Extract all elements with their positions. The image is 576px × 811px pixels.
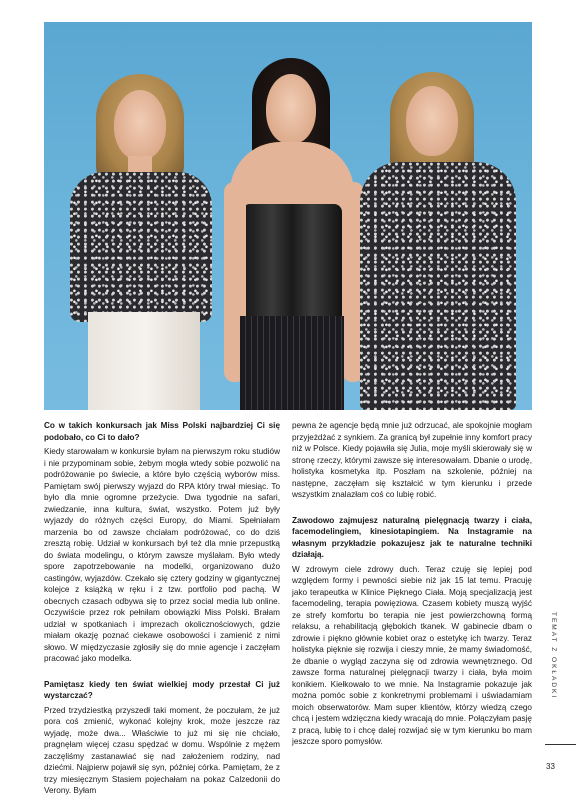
article-column-left bbox=[44, 420, 280, 811]
answer-miss-polski: Kiedy starowałam w konkursie byłam na pierwszym roku studiów i nie przypominam sobie, żebym mogła wtedy sobie pozwolić na podróżowanie po świecie, a które było częścią wyborów miss. Pamiętam swój pierwszy wyjazd do RPA który trwał miesiąc. To było dla mnie ogromne przeżycie. Dwa tygodnie na safari, zwiedzanie, inna kultura, świat, wszystko. Potem już były wyjazdy do różnych części Europy, do Miami. Spełniałam marzenia bo od zawsze chciałam podróżować, co do dziś zresztą robię. Udział w konkursach był też dla mnie przepustką do świata modelingu, o którym zawsze myślałam. Było wtedy spore zapotrzebowanie na modelki, organizowano dużo castingów, wyjazdów. Czekało się cztery godziny w gigantycznej kolejce z książką w ręku i z tzw. portfolio pod pachą. W obecnych czasach odbywa się to przez social media lub online. Oczywiście przez rok pełniłam obowiązki Miss Polski. Brałam udział w spotkaniach i imprezach okolicznościowych, gdzie miałam okazję poznać ciekawe osobowości i zamienić z nimi słowo. W międzyczasie zgłosiły się do mnie agencje i zaczęłam pracować jako modelka. bbox=[44, 447, 280, 663]
right-woman-sequin-top bbox=[360, 162, 516, 410]
article-column-right bbox=[292, 420, 532, 762]
answer-fashion-world: Przed trzydziestką przyszedł taki moment, że poczułam, że już pora coś zmienić, wykonać kolejny krok, może jeszcze raz wyjadę, może dwa... Właściwie to już mi się nie chciało, pragnęłam więcej czasu spędzać w domu. Wspólnie z mężem zaczęliśmy zastanawiać się nad założeniem rodziny, nad dziećmi. Najpierw pojawił się syn, później córka. Pamiętam, że z trzy miesięcznym Stasiem pojechałam na pokaz Calzedonii do Verony. Byłam bbox=[44, 705, 280, 795]
left-woman-face bbox=[114, 90, 166, 160]
page-number: 33 bbox=[546, 762, 555, 771]
left-woman-sequin-top bbox=[70, 172, 212, 322]
cover-photo bbox=[44, 22, 532, 410]
question-miss-polski: Co w takich konkursach jak Miss Polski najbardziej Ci się podobało, co Ci to dało? bbox=[44, 421, 280, 442]
question-natural-care: Zawodowo zajmujesz naturalną pielęgnacją twarzy i ciała, facemodelingiem, kinesiotapingiem. Na Instagramie na własnym przykładzie pokazujesz jak te naturalne techniki działają. bbox=[292, 515, 532, 559]
right-woman-face bbox=[406, 86, 458, 156]
center-woman-corset bbox=[242, 204, 342, 322]
section-label: TEMAT Z OKŁADKI bbox=[550, 612, 557, 700]
answer-fashion-world-continued: pewna że agencje będą mnie już odrzucać, ale spokojnie mogłam przyjeżdżać z synkiem. Za granicą był zupełnie inny komfort pracy niż w Polsce. Kiedy pojawiła się Julia, moje myśli skierowały się w stronę rzeczy, którymi zawsze się interesowałam. Dbanie o urodę, holistyka kosmetyka itp. Poszłam na szkolenie, później na następne, zaczęłam się kształcić w tym kierunku i przede wszystkim znalazłam coś co lubię robić. bbox=[292, 421, 532, 499]
center-woman-face bbox=[266, 74, 316, 144]
answer-natural-care: W zdrowym ciele zdrowy duch. Teraz czuję się lepiej pod względem formy i pewności siebie niż jak 15 lat temu. Pracuję jako terapeutka w Klinice Pięknego Ciała. Moją specjalizacją jest facemodeling, terapia powięziowa. Czasem kobiety muszą wyjść ze strefy komfortu bo terapia nie jest powierzchowną formą relaksu, a rehabilitacją głębokich tkanek. W gabinecie dbam o zdrowie i piękno głównie kobiet oraz o estetykę ich twarzy. Teraz holistyka pięknie się rozwija i cieszy mnie, że mamy świadomość, że dbanie o wygląd zaczyna się od zdrowia wewnętrznego. Od zawsze forma naturalnej pielęgnacji twarzy i ciała, była moim konikiem. Kiełkowało to we mnie. Na Instagramie pokazuje jak można pomóc sobie z konkretnymi problemami i uświadamiam moich obserwatorów. Mam super klientów, którzy wiedzą czego chcą i jestem wdzięczna kiedy wracają do mnie. Połączyłam pasję z pracą, lubię to i chcę dalej rozwijać się w tym kierunku bo mam jeszcze sporo pomysłów. bbox=[292, 564, 532, 746]
left-woman-trousers bbox=[88, 312, 200, 410]
center-woman-trousers bbox=[240, 316, 344, 410]
question-fashion-world: Pamiętasz kiedy ten świat wielkiej mody przestał Ci już wystarczać? bbox=[44, 679, 280, 700]
section-divider bbox=[545, 744, 576, 745]
